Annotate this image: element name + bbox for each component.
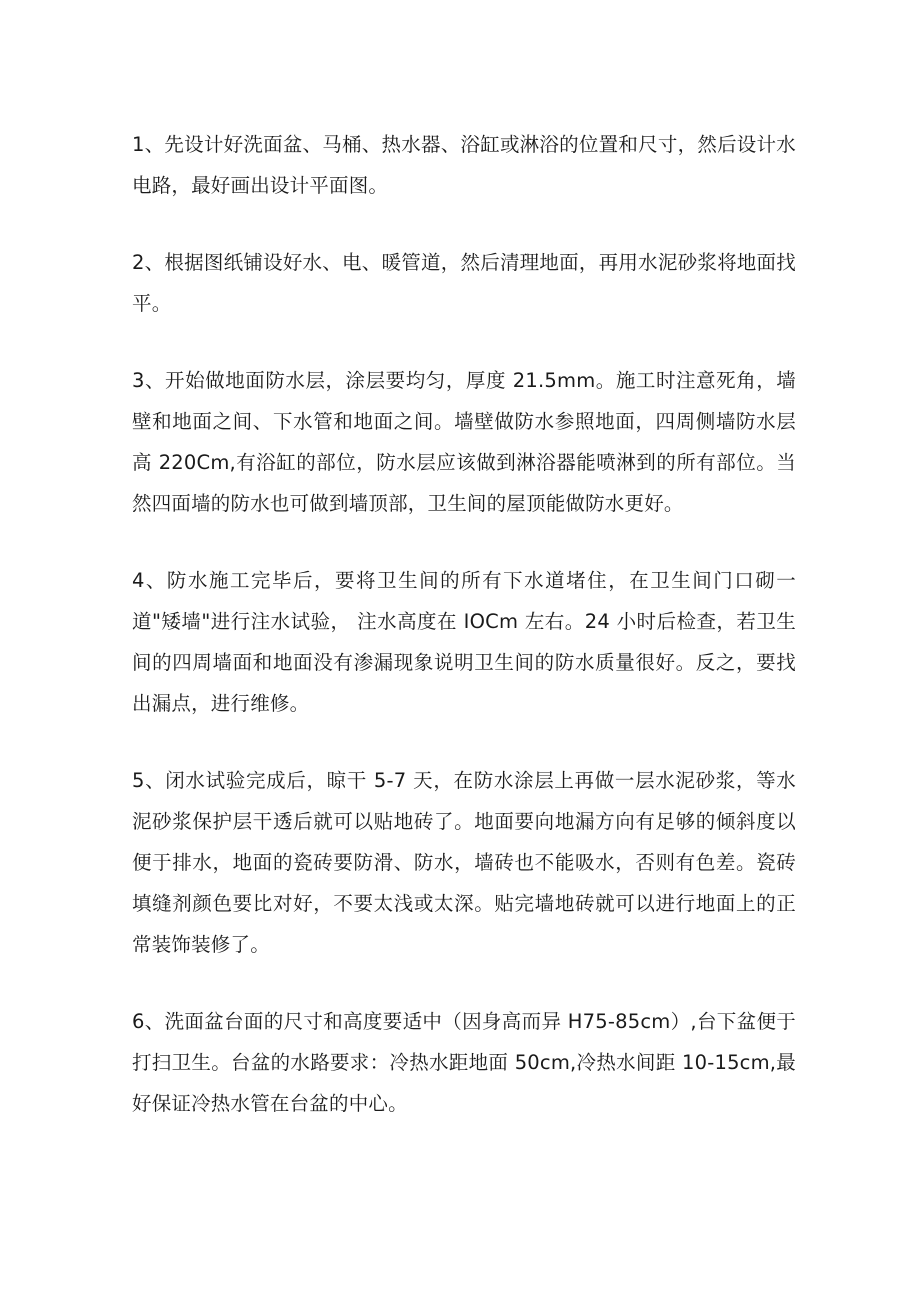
paragraph-step-4: 4、防水施工完毕后，要将卫生间的所有下水道堵住，在卫生间门口砌一道"矮墙"进行注水试验， 注水高度在 IOCm 左右。24 小时后检查，若卫生间的四周墙面和地面没有渗漏现象说明卫生间的防水质量很好。反之，要找出漏点，进行维修。 <box>132 569 796 715</box>
paragraph-step-3: 3、开始做地面防水层，涂层要均匀，厚度 21.5mm。施工时注意死角，墙壁和地面之间、下水管和地面之间。墙壁做防水参照地面，四周侧墙防水层高 220Cm,有浴缸的部位，防水层应该做到淋浴器能喷淋到的所有部位。当然四面墙的防水也可做到墙顶部，卫生间的屋顶能做防水更好。 <box>132 369 796 515</box>
paragraph-step-5: 5、闭水试验完成后，晾干 5-7 天，在防水涂层上再做一层水泥砂浆，等水泥砂浆保护层干透后就可以贴地砖了。地面要向地漏方向有足够的倾斜度以便于排水，地面的瓷砖要防滑、防水，墙砖也不能吸水，否则有色差。瓷砖填缝剂颜色要比对好，不要太浅或太深。贴完墙地砖就可以进行地面上的正常装饰装修了。 <box>132 769 796 956</box>
paragraph-step-2: 2、根据图纸铺设好水、电、暖管道，然后清理地面，再用水泥砂浆将地面找平。 <box>132 251 796 315</box>
document-body <box>132 124 796 1160</box>
paragraph-step-6: 6、洗面盆台面的尺寸和高度要适中（因身高而异 H75-85cm）,台下盆便于打扫卫生。台盆的水路要求：冷热水距地面 50cm,冷热水间距 10-15cm,最好保证冷热水管在台盆的中心。 <box>132 1010 796 1115</box>
paragraph-step-1: 1、先设计好洗面盆、马桶、热水器、浴缸或淋浴的位置和尺寸，然后设计水电路，最好画出设计平面图。 <box>132 133 796 197</box>
